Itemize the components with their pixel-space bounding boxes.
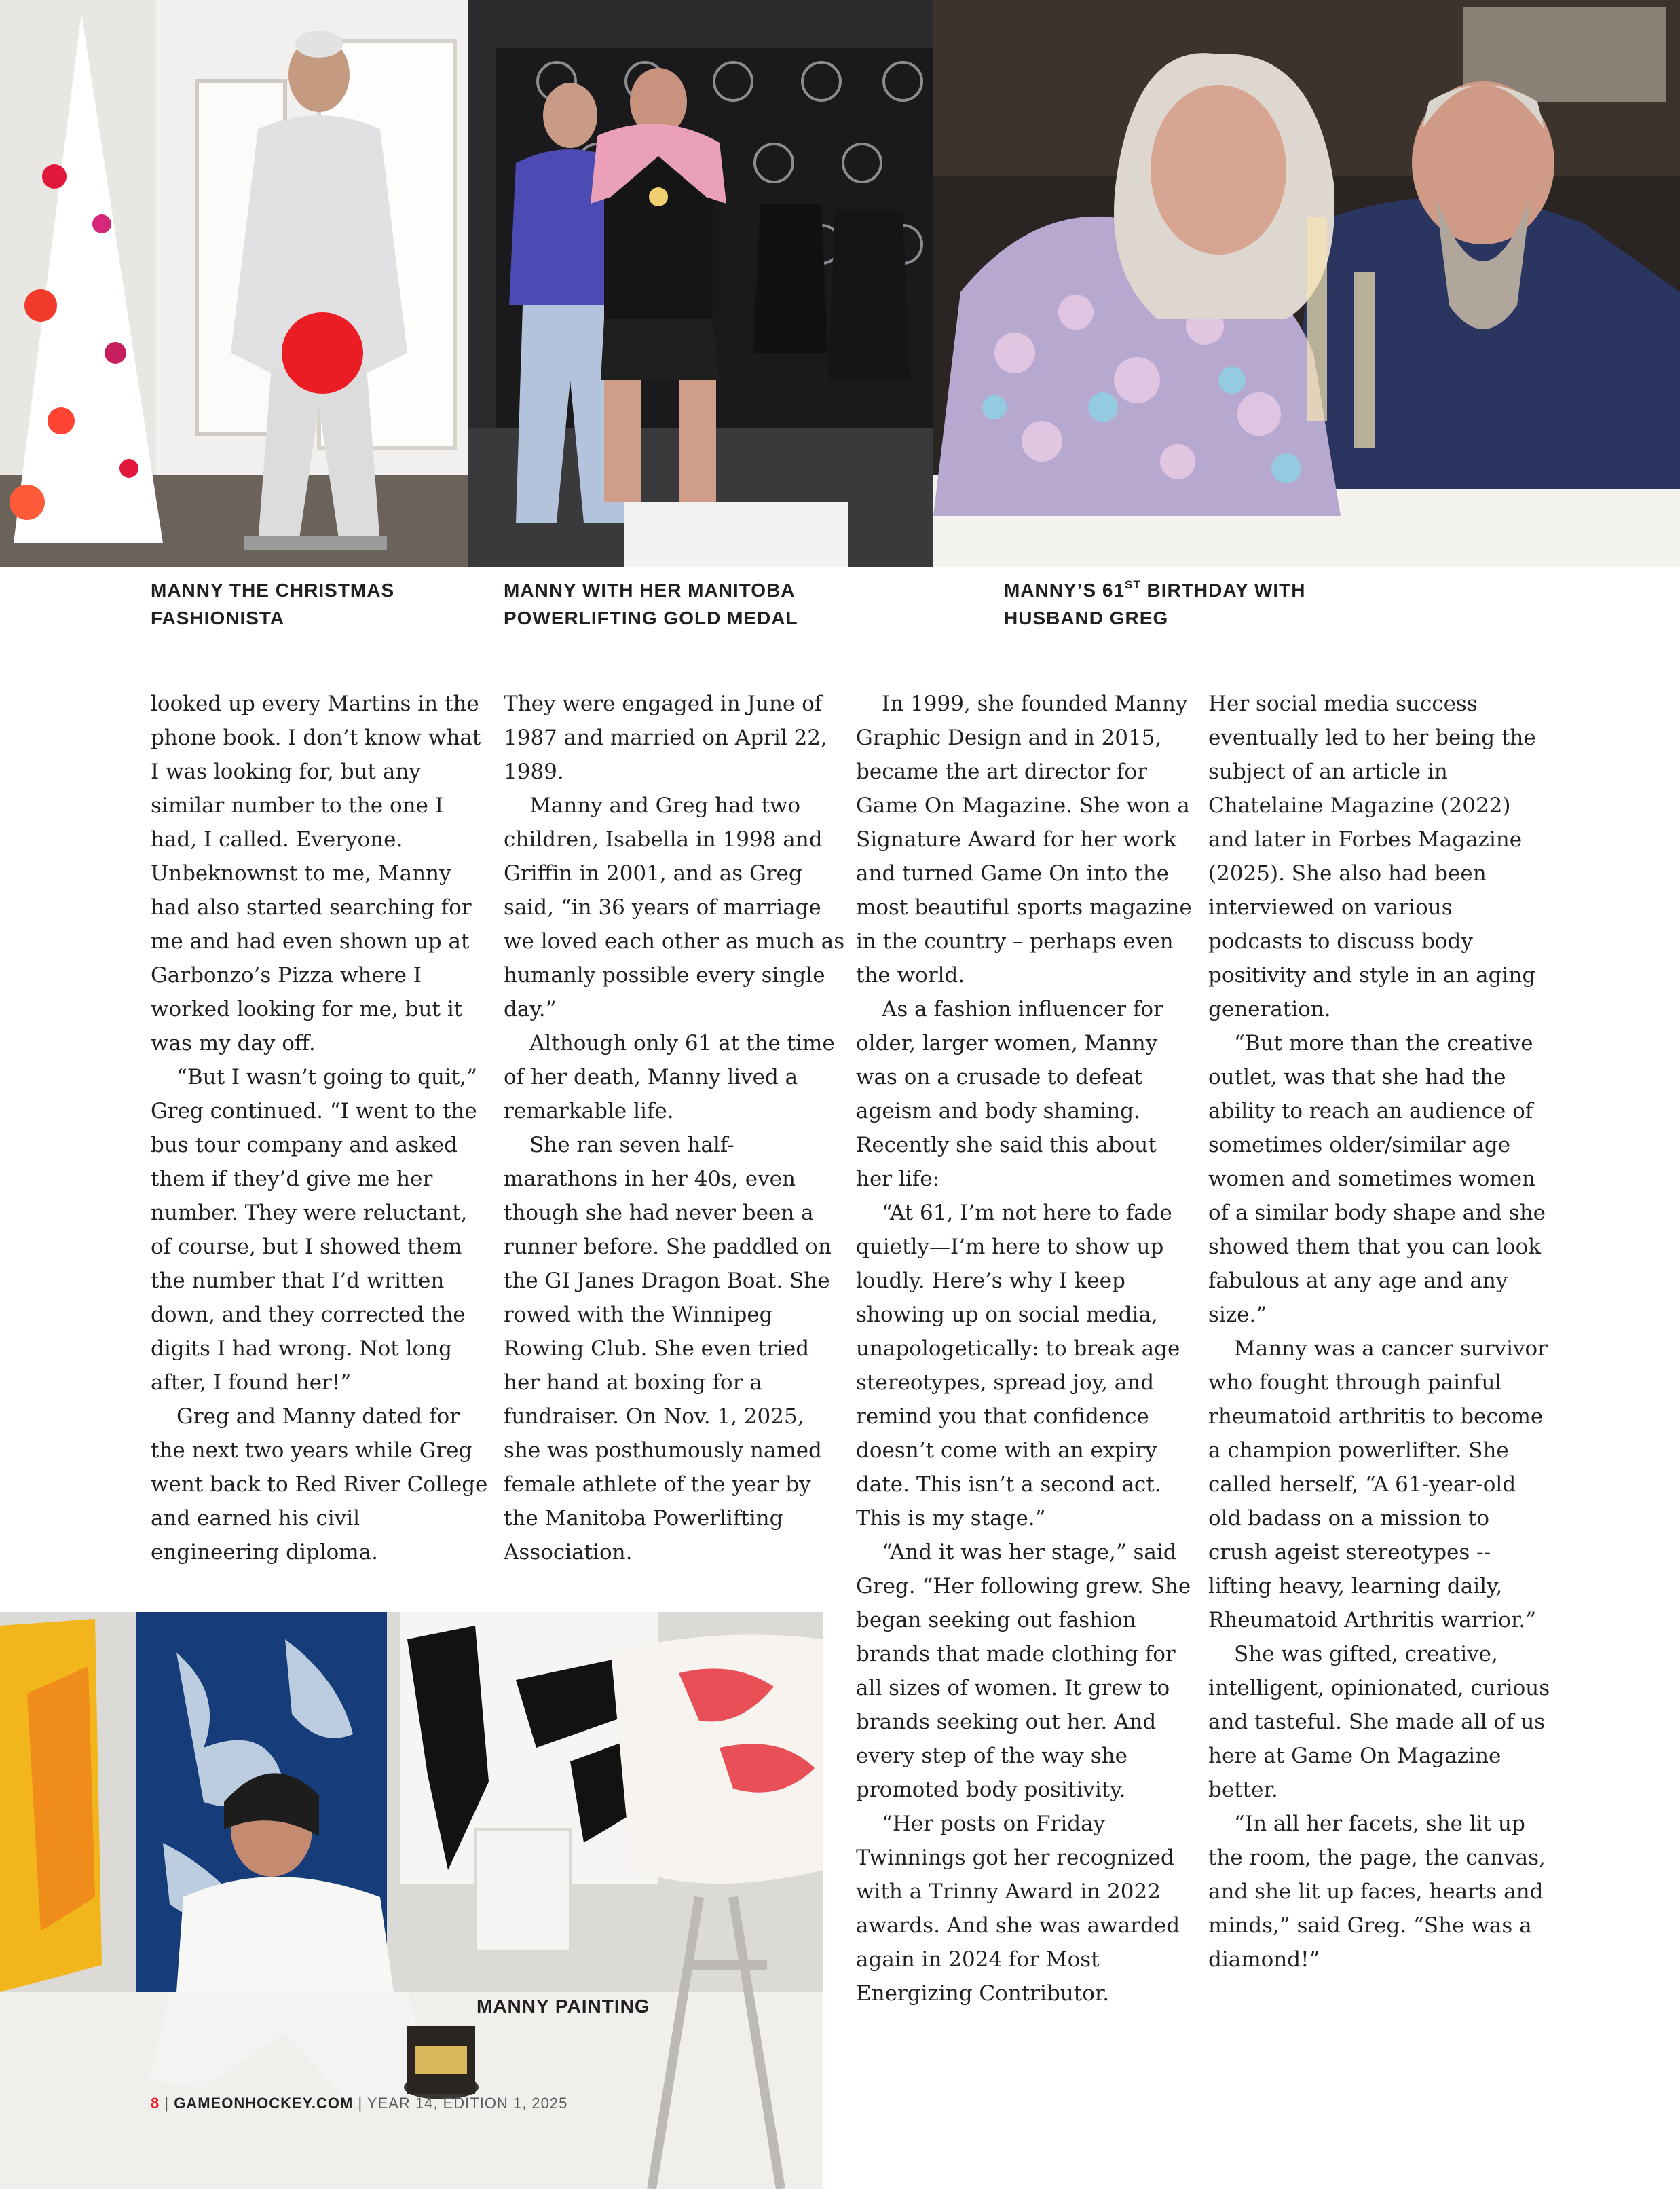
paragraph: Although only 61 at the time of her death, Manny lived a remarkable life. <box>504 1031 835 1123</box>
paragraph: They were engaged in June of 1987 and married on April 22, 1989. <box>504 692 827 784</box>
paragraph: looked up every Martins in the phone book. I don’t know what I was looking for, but any similar number to the one I had, I called. Everyone. Unbeknownst to me, Manny had also started searching for me and had even shown up at Garbonzo’s Pizza where I worked looking for me, but it was my day off. <box>151 692 481 1055</box>
paragraph: “Her posts on Friday Twinnings got her recognized with a Trinny Award in 2022 awards. And she was awarded again in 2024 for Most Energizing Contributor. <box>856 1812 1180 2006</box>
article-column-4 <box>1208 687 1551 1977</box>
paragraph: “At 61, I’m not here to fade quietly—I’m here to show up loudly. Here’s why I keep showing up on social media, unapologetically: to break age stereotypes, spread joy, and remind you that confidence doesn’t come with an expiry date. This isn’t a second act. This is my stage.” <box>856 1201 1180 1531</box>
caption-christmas-fashionista <box>151 576 394 632</box>
paragraph: “And it was her stage,” said Greg. “Her following grew. She began seeking out fashion brands that made clothing for all sizes of women. It grew to brands seeking out her. And every step of the way she promoted body positivity. <box>856 1540 1191 1802</box>
caption-powerlifting <box>504 576 798 632</box>
page-footer <box>151 2095 567 2112</box>
paragraph: She ran seven half-marathons in her 40s, even though she had never been a runner before. She paddled on the GI Janes Dragon Boat. She rowed with the Winnipeg Rowing Club. She even tried her hand at boxing for a fundraiser. On Nov. 1, 2025, she was posthumously named female athlete of the year by the Manitoba Powerlifting Association. <box>504 1133 832 1565</box>
article-column-2 <box>504 687 846 1569</box>
caption-manny-painting: MANNY PAINTING <box>477 1996 650 2017</box>
paragraph: “In all her facets, she lit up the room, the page, the canvas, and she lit up faces, hearts and minds,” said Greg. “She was a diamond!” <box>1208 1812 1546 1972</box>
caption-line: POWERLIFTING GOLD MEDAL <box>504 607 798 629</box>
paragraph: Manny and Greg had two children, Isabella in 1998 and Griffin in 2001, and as Greg said, “in 36 years of marriage we loved each other as much as humanly possible every single day.” <box>504 793 845 1022</box>
footer-website-link[interactable]: GAMEONHOCKEY.COM <box>174 2095 354 2112</box>
caption-superscript: ST <box>1125 578 1141 591</box>
paragraph: In 1999, she founded Manny Graphic Design and in 2015, became the art director for Game On Magazine. She won a Signature Award for her work and turned Game On into the most beautiful sports magazine in the country – perhaps even the world. <box>856 692 1192 988</box>
footer-separator: | <box>353 2095 367 2112</box>
caption-birthday <box>1004 576 1305 632</box>
footer-edition: YEAR 14, EDITION 1, 2025 <box>367 2095 568 2112</box>
caption-text: BIRTHDAY WITH <box>1140 580 1306 601</box>
page-number: 8 <box>151 2095 160 2112</box>
paragraph: Manny was a cancer survivor who fought through painful rheumatoid arthritis to become a champion powerlifter. She called herself, “A 61-year-old old badass on a mission to crush ageist stereotypes -- lifting heavy, learning daily, Rheumatoid Arthritis warrior.” <box>1208 1336 1548 1632</box>
paragraph: She was gifted, creative, intelligent, opinionated, curious and tasteful. She made all of us here at Game On Magazine better. <box>1208 1642 1550 1802</box>
caption-line: MANNY WITH HER MANITOBA <box>504 580 796 601</box>
photo-powerlifting-gold-medal <box>468 0 933 567</box>
caption-line: HUSBAND GREG <box>1004 607 1169 629</box>
photo-christmas-fashionista <box>0 0 468 567</box>
caption-line <box>1004 576 1305 604</box>
caption-line: MANNY THE CHRISTMAS <box>151 580 395 601</box>
paragraph: “But I wasn’t going to quit,” Greg continued. “I went to the bus tour company and asked them if they’d give me her number. They were reluctant, of course, but I showed them the number that I’d written down, and they corrected the digits I had wrong. Not long after, I found her!” <box>151 1065 478 1395</box>
paragraph: Greg and Manny dated for the next two years while Greg went back to Red River College and earned his civil engineering diploma. <box>151 1404 488 1565</box>
article-column-3 <box>856 687 1199 2010</box>
paragraph: “But more than the creative outlet, was that she had the ability to reach an audience of sometimes older/similar age women and sometimes women of a similar body shape and she showed them that you can look fabulous at any age and any size.” <box>1208 1031 1546 1327</box>
paragraph: Her social media success eventually led to her being the subject of an article in Chatelaine Magazine (2022) and later in Forbes Magazine (2025). She also had been interviewed on various podcasts to discuss body positivity and style in an aging generation. <box>1208 692 1536 1022</box>
caption-line: FASHIONISTA <box>151 607 285 629</box>
photo-61st-birthday <box>933 0 1680 567</box>
article-column-1 <box>151 687 493 1569</box>
paragraph: As a fashion influencer for older, larger women, Manny was on a crusade to defeat ageism and body shaming. Recently she said this about her life: <box>856 997 1163 1191</box>
caption-text: MANNY’S 61 <box>1004 580 1125 601</box>
footer-separator: | <box>160 2095 174 2112</box>
